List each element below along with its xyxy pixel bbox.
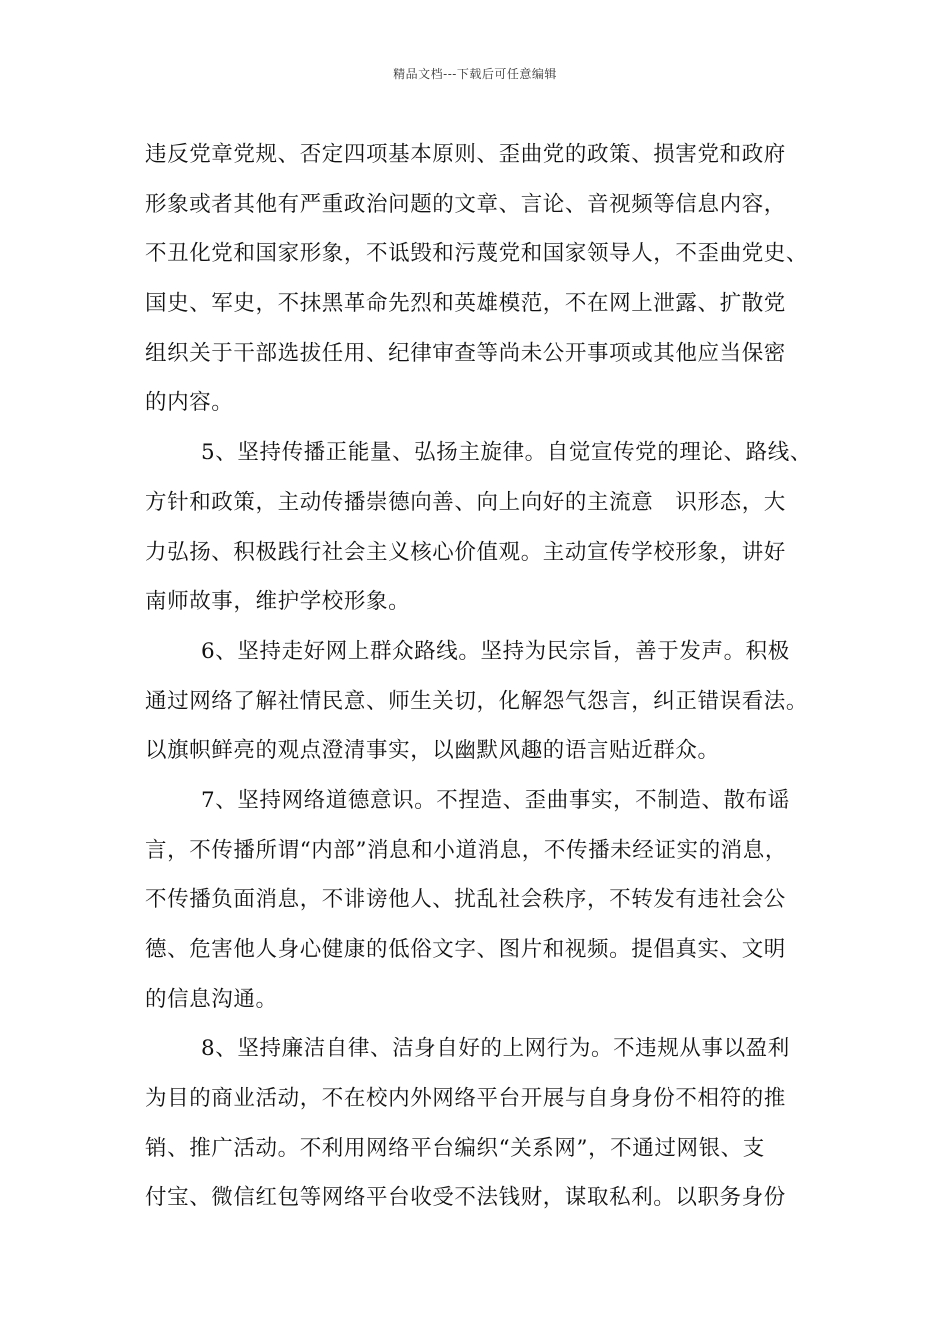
text-line: 力弘扬、积极践行社会主义核心价值观。主动宣传学校形象，讲好 (145, 539, 786, 565)
text-line: 销、推广活动。不利用网络平台编织“关系网”，不通过网银、支 (145, 1135, 765, 1161)
text-line: 为目的商业活动，不在校内外网络平台开展与自身身份不相符的推 (145, 1086, 786, 1112)
page-header: 精品文档---下载后可任意编辑 (393, 67, 557, 81)
text-line: 国史、军史，不抹黑革命先烈和英雄模范，不在网上泄露、扩散党 (145, 291, 786, 317)
text-line: 违反党章党规、否定四项基本原则、歪曲党的政策、损害党和政府 (145, 142, 786, 167)
text-line: 南师故事，维护学校形象。 (145, 589, 411, 615)
text-line: 不丑化党和国家形象，不诋毁和污蔑党和国家领导人，不歪曲党史、 (145, 241, 809, 267)
text-line: 方针和政策，主动传播崇德向善、向上向好的主流意 识形态，大 (145, 489, 786, 515)
text-line: 德、危害他人身心健康的低俗文字、图片和视频。提倡真实、文明 (145, 937, 786, 962)
text-line: 不传播负面消息，不诽谤他人、扰乱社会秩序，不转发有违社会公 (145, 887, 786, 913)
paragraph-first-line: 6、坚持走好网上群众路线。坚持为民宗旨，善于发声。积极 (201, 638, 790, 664)
text-line: 言，不传播所谓“内部”消息和小道消息，不传播未经证实的消息， (145, 837, 787, 863)
text-line: 付宝、微信红包等网络平台收受不法钱财，谋取私利。以职务身份 (145, 1185, 786, 1211)
document-body (145, 130, 835, 1223)
text-line: 的信息沟通。 (145, 986, 278, 1012)
paragraph-first-line: 7、坚持网络道德意识。不捏造、歪曲事实，不制造、散布谣 (201, 787, 790, 813)
text-line: 组织关于干部选拔任用、纪律审查等尚未公开事项或其他应当保密 (145, 340, 786, 366)
text-line: 的内容。 (145, 390, 234, 416)
paragraph-first-line: 8、坚持廉洁自律、洁身自好的上网行为。不违规从事以盈利 (201, 1036, 790, 1062)
paragraph-first-line: 5、坚持传播正能量、弘扬主旋律。自觉宣传党的理论、路线、 (201, 440, 812, 466)
text-line: 以旗帜鲜亮的观点澄清事实，以幽默风趣的语言贴近群众。 (145, 738, 720, 764)
text-line: 形象或者其他有严重政治问题的文章、言论、音视频等信息内容， (145, 191, 786, 217)
text-line: 通过网络了解社情民意、师生关切，化解怨气怨言，纠正错误看法。 (145, 688, 809, 714)
